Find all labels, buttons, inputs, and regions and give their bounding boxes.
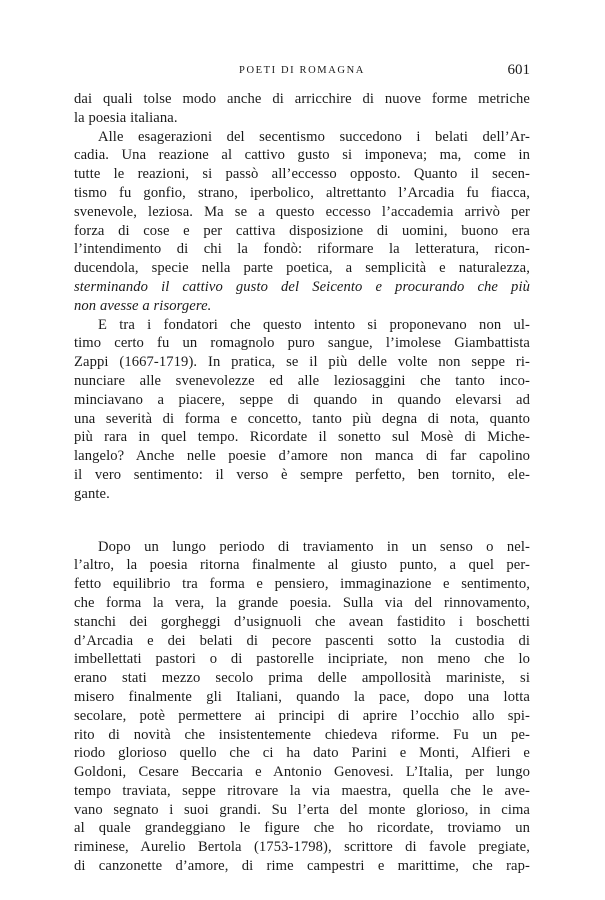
text-line: riminese, Aurelio Bertola (1753-1798), scrittore di favole pregiate,: [74, 839, 530, 856]
text-line: di canzonette d’amore, di rime campestri e marittime, che rap-: [74, 858, 530, 875]
paragraph-4: [74, 538, 530, 876]
paragraph-1: [74, 90, 530, 128]
text-line: stanchi dei gorgheggi d’usignuoli che avean fastidito i boschetti: [74, 613, 530, 630]
section-gap: [74, 504, 530, 538]
text-line-italic: sterminando il cattivo gusto del Seicento e procurando che più: [74, 278, 530, 295]
text-line: E tra i fondatori che questo intento si proponevano non ul-: [98, 316, 530, 333]
text-line: misero finalmente gli Italiani, quando la pace, dopo una lotta: [74, 688, 530, 705]
text-line: una severità di forma e concetto, tanto più degna di nota, quanto: [74, 410, 530, 427]
text-line: rito di novità che insistentemente chiedeva riforme. Fu un pe-: [74, 726, 530, 743]
text-line: langelo? Anche nelle poesie d’amore non manca di far capolino: [74, 448, 530, 465]
text-line: l’altro, la poesia ritorna finalmente al giusto punto, a quel per-: [74, 557, 530, 574]
text-line: fetto equilibrio tra forma e pensiero, immaginazione e sentimento,: [74, 576, 530, 593]
text-line: al quale grandeggiano le figure che ho ricordate, troviamo un: [74, 820, 530, 837]
text-line: la poesia italiana.: [74, 109, 178, 126]
text-line: dai quali tolse modo anche di arricchire di nuove forme metriche: [74, 91, 530, 107]
text-line: tutte le reazioni, si passò all’eccesso opposto. Quanto il secen-: [74, 166, 530, 183]
text-line: svenevole, leziosa. Ma se a questo eccesso l’accademia arrivò per: [74, 203, 530, 220]
text-line: l’intendimento di chi la fondò: riformare la letteratura, ricon-: [74, 241, 530, 258]
running-title: POETI DI ROMAGNA: [239, 65, 365, 76]
text-line: Dopo un lungo periodo di traviamento in un senso o nel-: [98, 538, 530, 555]
text-line: d’Arcadia e dei belati di pecore pascenti sotto la custodia di: [74, 632, 530, 649]
text-line: tempo traviata, seppe ritrovare la via maestra, quella che le ave-: [74, 782, 530, 799]
text-line: Alle esagerazioni del secentismo succedono i belati dell’Ar-: [98, 128, 530, 145]
text-line: Goldoni, Cesare Beccaria e Antonio Genovesi. L’Italia, per lungo: [74, 764, 530, 781]
text-line: che forma la vera, la grande poesia. Sulla via del rinnovamento,: [74, 594, 530, 611]
text-line: tismo fu gonfio, strano, iperbolico, altrettanto l’Arcadia fu fiacca,: [74, 184, 530, 201]
text-line: timo certo fu un romagnolo puro sangue, l’imolese Giambattista: [74, 335, 530, 352]
text-line: secolare, potè permettere ai principi di aprire l’occhio allo spi-: [74, 707, 530, 724]
text-line: gante.: [74, 485, 110, 502]
paragraph-2: [74, 128, 530, 316]
page-number: 601: [507, 62, 530, 78]
running-header: [74, 62, 530, 80]
text-line: Zappi (1667-1719). In pratica, se il più delle volte non seppe ri-: [74, 354, 530, 371]
text-line-italic: non avesse a risorgere.: [74, 297, 212, 314]
text-line: forza di cose e per cattiva disposizione di uomini, buono era: [74, 222, 530, 239]
paragraph-3: [74, 316, 530, 504]
text-line: erano stati mezzo secolo prima delle ampollosità mariniste, si: [74, 670, 530, 687]
text-line: il vero sentimento: il verso è sempre perfetto, ben tornito, ele-: [74, 466, 530, 483]
text-line: ducendola, specie nella parte poetica, a semplicità e naturalezza,: [74, 260, 530, 277]
body-text: [74, 90, 530, 876]
text-line: cadia. Una reazione al cattivo gusto si imponeva; ma, come in: [74, 147, 530, 164]
text-line: più rara in quel tempo. Ricordate il sonetto sul Mosè di Miche-: [74, 429, 530, 446]
text-line: imbellettati pastori o di pastorelle incipriate, non meno che lo: [74, 651, 530, 668]
text-line: riodo glorioso quello che ci ha dato Parini e Monti, Alfieri e: [74, 745, 530, 762]
text-line: nunciare alle svenevolezze ed alle leziosaggini che tanto inco-: [74, 372, 530, 389]
text-line: minciavano a piacere, seppe di quando in quando elevarsi ad: [74, 391, 530, 408]
text-line: vano segnato i suoi grandi. Su l’erta del monte glorioso, in cima: [74, 801, 530, 818]
